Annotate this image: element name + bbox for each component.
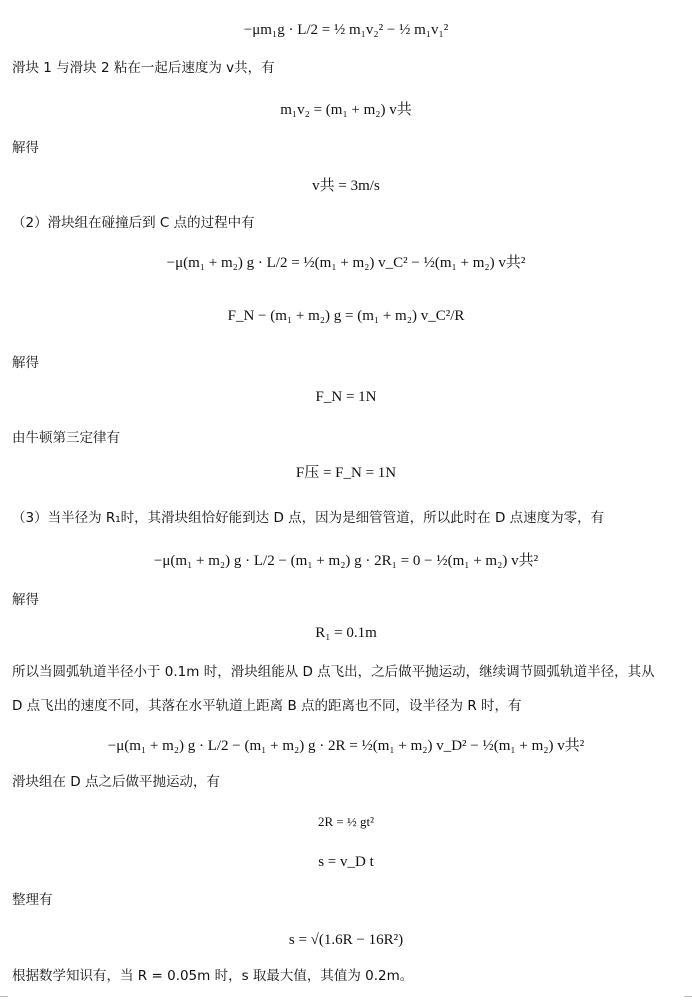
text-part3: （3）当半径为 R₁时，其滑块组恰好能到达 D 点，因为是细管管道，所以此时在 D 点速度为零，有 [12,510,605,526]
eq-momentum: m₁v₂ = (m₁ + m₂) v共 [280,102,412,118]
text-part2: （2）滑块组在碰撞后到 C 点的过程中有 [12,215,255,231]
eq-horizontal-distance: s = v_D t [318,854,374,870]
eq-FN-value: F_N = 1N [315,389,377,405]
text-solve-3: 解得 [12,592,39,608]
eq-fall-height: 2R = ½ gt² [317,814,374,829]
page-corner-marker-right [684,996,692,1005]
text-newton-third: 由牛顿第三定律有 [12,430,120,446]
text-solve-2: 解得 [12,355,39,371]
eq-energy-general-R: −μ(m₁ + m₂) g · L/2 − (m₁ + m₂) g · 2R = ½(m₁ + m₂) v_D² − ½(m₁ + m₂) v共² [107,738,585,754]
text-condition-1: 所以当圆弧轨道半径小于 0.1m 时，滑块组能从 D 点飞出，之后做平抛运动，继续调节圆弧轨道半径，其从 [12,664,655,680]
text-combine-velocity: 滑块 1 与滑块 2 粘在一起后速度为 v共，有 [12,60,275,76]
text-condition-2: D 点飞出的速度不同，其落在水平轨道上距离 B 点的距离也不同，设半径为 R 时，有 [12,698,522,714]
eq-energy-to-D: −μ(m₁ + m₂) g · L/2 − (m₁ + m₂) g · 2R₁ = 0 − ½(m₁ + m₂) v共² [153,553,539,569]
eq-common-velocity: v共 = 3m/s [312,178,380,194]
text-arrange: 整理有 [12,892,53,908]
page-corner-marker-left [0,996,8,1005]
text-conclusion: 根据数学知识有，当 R = 0.05m 时，s 取最大值，其值为 0.2m。 [12,968,414,984]
text-solve-1: 解得 [12,140,39,156]
eq-R1-value: R₁ = 0.1m [315,625,377,641]
eq-s-function: s = √(1.6R − 16R²) [288,932,404,948]
eq-energy-slider1: −μm₁g · L/2 = ½ m₁v₂² − ½ m₁v₁² [243,22,449,38]
eq-normal-force: F_N − (m₁ + m₂) g = (m₁ + m₂) v_C²/R [227,308,465,324]
eq-energy-to-C: −μ(m₁ + m₂) g · L/2 = ½(m₁ + m₂) v_C² − ½(m₁ + m₂) v共² [166,255,526,271]
text-projectile: 滑块组在 D 点之后做平抛运动，有 [12,774,220,790]
eq-F-press: F压 = F_N = 1N [295,465,397,481]
